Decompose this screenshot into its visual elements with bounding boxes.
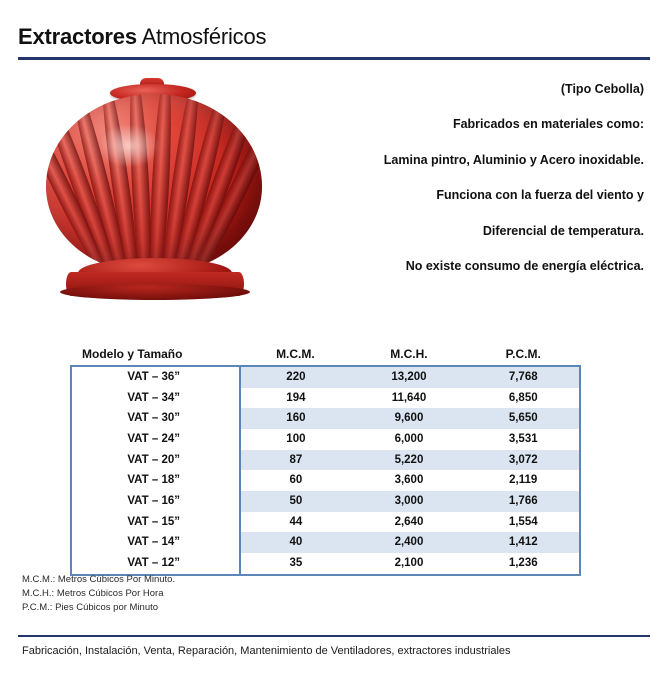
cell-mch: 6,000 — [394, 433, 424, 446]
footer-divider — [18, 635, 650, 637]
units-legend — [22, 573, 422, 614]
cell-pcm: 7,768 — [508, 371, 538, 383]
table-row — [72, 450, 579, 471]
cell-pcm: 1,236 — [508, 557, 538, 570]
table-body — [72, 367, 579, 574]
cell-mch: 3,000 — [394, 495, 424, 508]
table-row — [72, 532, 579, 553]
ventilator-base-foot — [60, 284, 250, 300]
cell-mch: 5,220 — [394, 453, 424, 466]
table-row — [72, 470, 579, 491]
copy-line-1: (Tipo Cebolla) — [560, 82, 644, 96]
cell-mch: 13,200 — [391, 371, 427, 383]
cell-model: VAT – 34” — [72, 388, 240, 409]
cell-model: VAT – 16” — [72, 491, 240, 512]
cell-model: VAT – 12” — [72, 553, 240, 574]
footer-services-text: Fabricación, Instalación, Venta, Reparación, Mantenimiento de Ventiladores, extractores industriales — [22, 645, 511, 657]
cell-mch: 2,100 — [394, 557, 424, 570]
cell-mch: 9,600 — [394, 412, 424, 425]
cell-model: VAT – 14” — [72, 532, 240, 553]
table-row — [72, 429, 579, 450]
cell-mch: 2,400 — [394, 536, 424, 549]
cell-mcm: 194 — [240, 388, 350, 409]
copy-line-6: No existe consumo de energía eléctrica. — [405, 258, 644, 273]
page-title-bold: Extractores — [18, 24, 137, 49]
cell-pcm: 3,072 — [508, 453, 538, 466]
cell-mcm: 100 — [240, 429, 350, 450]
header-divider — [18, 57, 650, 60]
cell-pcm: 1,554 — [508, 515, 538, 528]
table-header-row — [72, 344, 579, 367]
table-header — [72, 344, 579, 367]
copy-line-3: Lamina pintro, Aluminio y Acero inoxidable. — [383, 152, 644, 167]
table-row — [72, 553, 579, 574]
cell-mcm: 40 — [240, 532, 350, 553]
page-title — [18, 24, 650, 50]
cell-mch: 3,600 — [394, 474, 424, 487]
copy-line-2: Fabricados en materiales como: — [452, 117, 644, 132]
cell-pcm: 5,650 — [508, 412, 538, 425]
cell-model: VAT – 20” — [72, 450, 240, 471]
cell-model: VAT – 24” — [72, 429, 240, 450]
column-header-pcm: P.C.M. — [505, 347, 541, 361]
cell-mch: 11,640 — [391, 391, 427, 404]
table-row — [72, 388, 579, 409]
ventilator-highlight — [98, 124, 160, 168]
marketing-copy — [249, 82, 644, 273]
cell-mcm: 35 — [240, 553, 350, 574]
table-row — [72, 491, 579, 512]
cell-pcm: 6,850 — [508, 391, 538, 404]
copy-line-4: Funciona con la fuerza del viento y — [436, 188, 644, 203]
cell-mcm: 220 — [240, 367, 350, 388]
cell-pcm: 1,766 — [508, 495, 538, 508]
ventilator-body — [46, 94, 262, 272]
cell-model: VAT – 18” — [72, 470, 240, 491]
cell-mcm: 160 — [240, 408, 350, 429]
cell-pcm: 2,119 — [509, 474, 538, 487]
cell-model: VAT – 15” — [72, 512, 240, 533]
cell-mcm: 87 — [240, 450, 350, 471]
specification-table — [72, 344, 580, 574]
cell-model: VAT – 30” — [72, 408, 240, 429]
legend-line-mcm: M.C.M.: Metros Cúbicos Por Minuto. — [22, 574, 176, 585]
cell-mcm: 44 — [240, 512, 350, 533]
page-header — [18, 24, 650, 60]
cell-mcm: 60 — [240, 470, 350, 491]
column-header-mch: M.C.H. — [390, 347, 428, 361]
cell-pcm: 1,412 — [508, 536, 538, 549]
table-row — [72, 408, 579, 429]
column-header-model: Modelo y Tamaño — [82, 347, 183, 361]
table-row — [72, 512, 579, 533]
legend-line-pcm: P.C.M.: Pies Cúbicos por Minuto — [22, 601, 159, 613]
legend-line-mch: M.C.H.: Metros Cúbicos Por Hora — [22, 587, 164, 599]
cell-mcm: 50 — [240, 491, 350, 512]
cell-pcm: 3,531 — [508, 433, 538, 446]
copy-line-5: Diferencial de temperatura. — [482, 223, 644, 238]
column-header-mcm: M.C.M. — [276, 347, 315, 361]
page-title-light: Atmosféricos — [141, 24, 267, 49]
cell-mch: 2,640 — [394, 515, 424, 528]
cell-model: VAT – 36” — [72, 367, 240, 388]
table-row — [72, 367, 579, 388]
